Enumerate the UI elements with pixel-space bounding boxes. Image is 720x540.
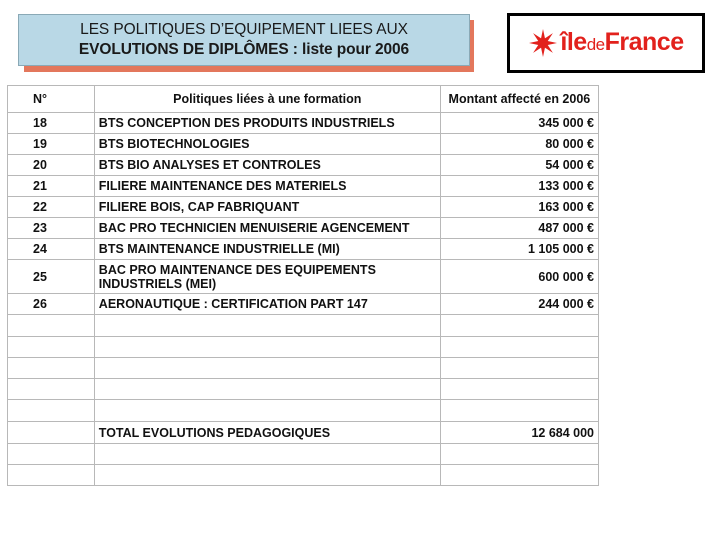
table-row (8, 260, 599, 294)
table-row (8, 197, 599, 218)
star-icon (528, 28, 558, 58)
row-label: FILIERE BOIS, CAP FABRIQUANT (94, 197, 440, 218)
row-label: BTS CONCEPTION DES PRODUITS INDUSTRIELS (94, 113, 440, 134)
row-number: 25 (8, 260, 95, 294)
row-amount: 54 000 € (440, 155, 598, 176)
table-row (8, 113, 599, 134)
row-number: 19 (8, 134, 95, 155)
table-row (8, 134, 599, 155)
row-label: BAC PRO TECHNICIEN MENUISERIE AGENCEMENT (94, 218, 440, 239)
empty-row (8, 379, 599, 400)
row-label: AERONAUTIQUE : CERTIFICATION PART 147 (94, 294, 440, 315)
row-number: 22 (8, 197, 95, 218)
row-number: 20 (8, 155, 95, 176)
row-amount: 244 000 € (440, 294, 598, 315)
row-label: BTS MAINTENANCE INDUSTRIELLE (MI) (94, 239, 440, 260)
empty-row (8, 337, 599, 358)
row-number: 26 (8, 294, 95, 315)
total-label: TOTAL EVOLUTIONS PEDAGOGIQUES (94, 422, 440, 444)
row-amount: 600 000 € (440, 260, 598, 294)
table-row (8, 239, 599, 260)
row-number: 21 (8, 176, 95, 197)
row-amount: 133 000 € (440, 176, 598, 197)
table-header-row (8, 86, 599, 113)
row-number: 18 (8, 113, 95, 134)
row-number: 24 (8, 239, 95, 260)
row-amount: 487 000 € (440, 218, 598, 239)
logo (528, 27, 683, 60)
empty-row (8, 315, 599, 337)
table-row (8, 294, 599, 315)
total-amount: 12 684 000 (440, 422, 598, 444)
logo-box (507, 13, 705, 73)
title-line-1: LES POLITIQUES D’EQUIPEMENT LIEES AUX (80, 21, 408, 38)
formation-table (7, 85, 599, 486)
row-label: FILIERE MAINTENANCE DES MATERIELS (94, 176, 440, 197)
table-row (8, 218, 599, 239)
row-label: BTS BIO ANALYSES ET CONTROLES (94, 155, 440, 176)
row-label: BAC PRO MAINTENANCE DES EQUIPEMENTS INDUSTRIELS (MEI) (94, 260, 440, 294)
row-number: 23 (8, 218, 95, 239)
empty-row (8, 465, 599, 486)
row-amount: 345 000 € (440, 113, 598, 134)
total-row (8, 422, 599, 444)
header-policy: Politiques liées à une formation (94, 86, 440, 113)
row-amount: 80 000 € (440, 134, 598, 155)
empty-row (8, 444, 599, 465)
logo-text: îledeFrance (560, 27, 684, 56)
row-amount: 163 000 € (440, 197, 598, 218)
empty-row (8, 400, 599, 422)
table-row (8, 155, 599, 176)
title-line-2: EVOLUTIONS DE DIPLÔMES : liste pour 2006 (78, 41, 410, 58)
table-row (8, 176, 599, 197)
empty-row (8, 358, 599, 379)
row-amount: 1 105 000 € (440, 239, 598, 260)
header-amount: Montant affecté en 2006 (440, 86, 598, 113)
header-number: N° (8, 86, 95, 113)
title-box (18, 14, 470, 66)
row-label: BTS BIOTECHNOLOGIES (94, 134, 440, 155)
